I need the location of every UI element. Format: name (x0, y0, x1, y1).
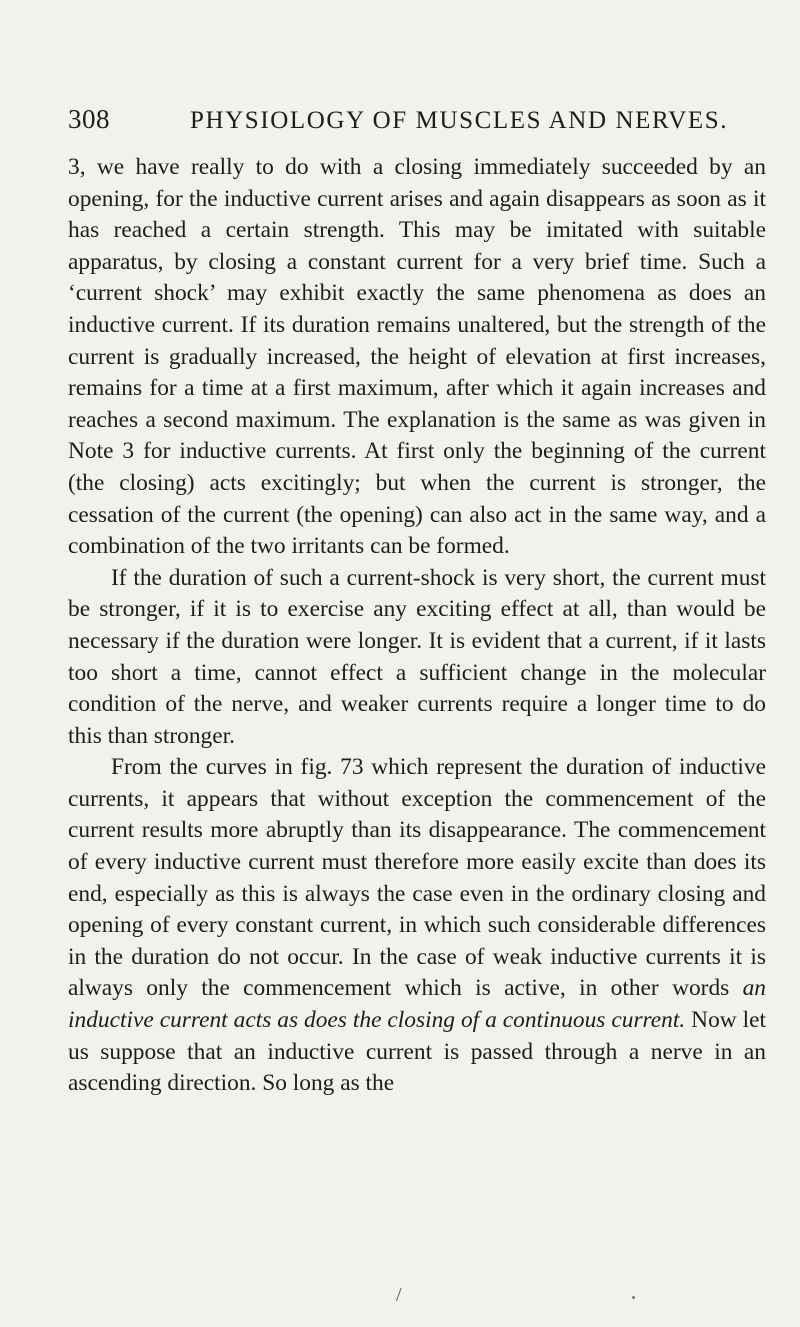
page-number: 308 (68, 104, 110, 134)
paragraph-3-tail: Now let us suppose that an inductive current is passed through a nerve in an ascending direction. So long as the (68, 1007, 766, 1097)
footer-dot (632, 1296, 635, 1299)
page-header (68, 104, 768, 138)
italic-emphasis: an inductive current acts as does the closing of a continuous current. (68, 975, 766, 1034)
paragraph-3-lead: From the curves in fig. 73 which represent the duration of inductive currents, it appears that without exception the commencement of the current results more abruptly than its disappearance. The commencement of every inductive current must therefore more easily excite than does its end, especially as this is always the case even in the ordinary closing and opening of every constant current, in which such considerable differences in the duration do not occur. In the case of weak inductive currents it is always only the commencement which is active, in other words (68, 754, 766, 1002)
paragraph-2: If the duration of such a current-shock is very short, the current must be stronger, if it is to exercise any exciting effect at all, than would be necessary if the duration were longer. It is evident that a current, if it lasts too short a time, cannot effect a sufficient change in the molecular condition of the nerve, and weaker currents require a longer time to do this than stronger. (68, 564, 766, 749)
paragraph-3 (68, 752, 766, 1100)
paragraph-1: 3, we have really to do with a closing immediately succeeded by an opening, for the inductive current arises and again disappears as soon as it has reached a certain strength. This may be imitated with suitable apparatus, by closing a constant current for a very brief time. Such a ‘current shock’ may exhibit exactly the same phenomena as does an inductive current. If its duration remains unaltered, but the strength of the current is gradually increased, the height of elevation at first increases, remains for a time at a first maximum, after which it again increases and reaches a second maximum. The explanation is the same as was given in Note 3 for inductive currents. At first only the beginning of the current (the closing) acts excitingly; but when the current is stronger, the cessation of the current (the opening) can also act in the same way, and a combination of the two irritants can be formed. (68, 154, 766, 560)
footer-mark: / (396, 1284, 402, 1306)
body-text (68, 152, 766, 1100)
running-head: PHYSIOLOGY OF MUSCLES AND NERVES. (190, 107, 729, 134)
